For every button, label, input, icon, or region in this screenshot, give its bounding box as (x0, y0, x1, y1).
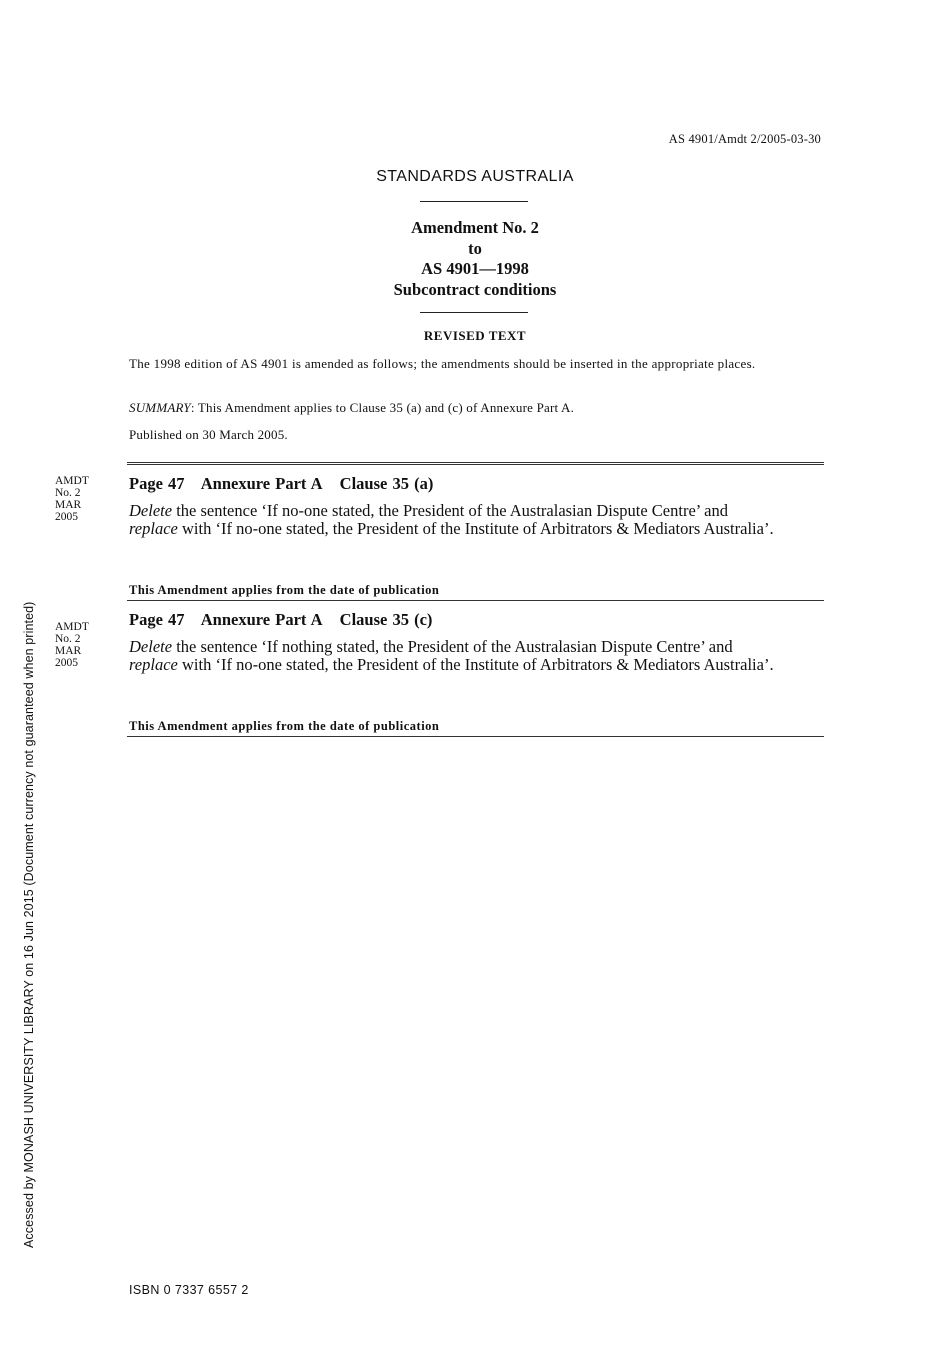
section-rule (127, 462, 824, 465)
margin-line: MAR (55, 499, 82, 511)
replace-text: with ‘If no-one stated, the President of the Institute of Arbitrators & Mediators Australia’. (177, 518, 774, 538)
margin-line: No. 2 (55, 633, 81, 645)
document-reference: AS 4901/Amdt 2/2005-03-30 (668, 132, 821, 146)
section-rule (127, 600, 824, 601)
applies-note: This Amendment applies from the date of publication (129, 583, 440, 597)
margin-line: 2005 (55, 657, 78, 669)
delete-word: Delete (129, 501, 173, 520)
isbn: ISBN 0 7337 6557 2 (129, 1283, 249, 1297)
title-line-3: AS 4901—1998 (421, 259, 529, 279)
section-rule (127, 736, 824, 737)
part-ref: Annexure Part A (200, 474, 323, 493)
summary-text: : This Amendment applies to Clause 35 (a) and (c) of Annexure Part A. (190, 400, 575, 415)
delete-text: the sentence ‘If nothing stated, the President of the Australasian Dispute Centre’ and (172, 637, 733, 656)
published-date: Published on 30 March 2005. (129, 427, 288, 442)
amendment-margin-note (55, 475, 105, 523)
divider (420, 312, 528, 313)
summary-label: SUMMARY (129, 400, 191, 415)
amendment-body (129, 638, 824, 673)
margin-line: AMDT (55, 621, 89, 633)
amendment-heading (129, 474, 445, 494)
divider (420, 201, 528, 202)
clause-ref: Clause 35 (c) (339, 610, 433, 629)
applies-note: This Amendment applies from the date of publication (129, 719, 440, 733)
margin-line: MAR (55, 645, 82, 657)
amendment-margin-note (55, 621, 105, 669)
clause-ref: Clause 35 (a) (339, 474, 434, 493)
delete-word: Delete (129, 637, 173, 656)
page-ref: Page 47 (129, 610, 185, 629)
page-ref: Page 47 (129, 474, 185, 493)
replace-text: with ‘If no-one stated, the President of the Institute of Arbitrators & Mediators Australia’. (177, 654, 774, 674)
amendment-title (0, 218, 950, 301)
margin-line: No. 2 (55, 487, 81, 499)
summary-line (129, 400, 574, 416)
title-line-2: to (468, 238, 482, 258)
access-watermark: Accessed by MONASH UNIVERSITY LIBRARY on 16 Jun 2015 (Document currency not guaranteed when printed) (22, 601, 36, 1248)
amendment-heading (129, 610, 444, 630)
replace-word: replace (129, 518, 178, 538)
part-ref: Annexure Part A (200, 610, 323, 629)
organisation-name: STANDARDS AUSTRALIA (376, 168, 574, 185)
delete-text: the sentence ‘If no-one stated, the President of the Australasian Dispute Centre’ and (172, 501, 728, 520)
margin-line: 2005 (55, 511, 78, 523)
margin-line: AMDT (55, 475, 89, 487)
replace-word: replace (129, 654, 178, 674)
title-line-1: Amendment No. 2 (411, 218, 539, 237)
title-line-4: Subcontract conditions (393, 280, 557, 300)
intro-paragraph: The 1998 edition of AS 4901 is amended as follows; the amendments should be inserted in the appropriate places. (129, 356, 756, 371)
revised-text-heading: REVISED TEXT (423, 328, 527, 343)
amendment-body (129, 502, 824, 537)
